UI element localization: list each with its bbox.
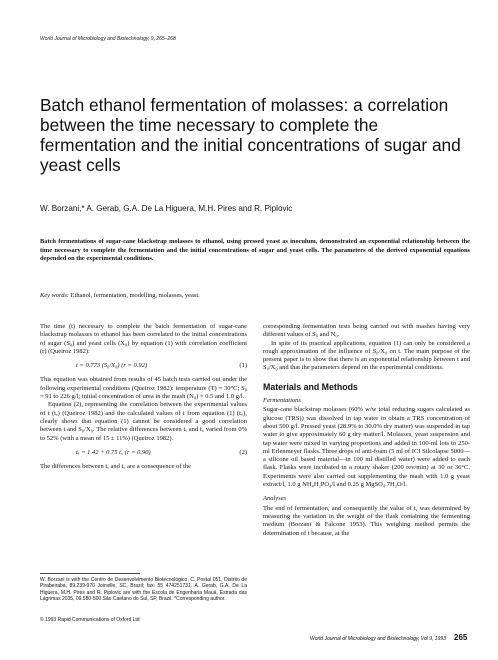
equation-expression: tₑ = 1.42 + 0.75 t꜀ (r = 0.90) xyxy=(76,448,151,456)
journal-header: World Journal of Microbiology and Biotechnology, 9, 265–268 xyxy=(40,36,176,42)
author-affiliation-footnote: W. Borzani is with the Centro de Desenvolvimento Biotecnológico, C. Postal 051, Distrito de Pirabeiraba, 89.239-970 Joinville, SC, Brazil; fax: 55 474251731. A. Gerab, G.A. De La Higuera, M.H. Pires and R. Piplovic are with the Escola de Engenharia Mauá, Estrada das Lágrimas 2035, 09.580-500 São Caetano do Sul, SP, Brazil. *Corresponding author. xyxy=(40,577,247,603)
footer-journal: World Journal of Microbiology and Biotechnology, Vol 9, 1993 xyxy=(310,636,446,642)
paragraph: In spite of its practical applications, equation (1) can only be considered a rough approximation of the influence of S₀/X₀ on t. The main purpose of the present paper is to show that there is an exponential relationship between t and S₀/X₀ and that the parameters depend on the experimental conditions. xyxy=(263,339,470,372)
abstract: Batch fermentations of sugar-cane blackstrap molasses to ethanol, using pressed yeast as inoculum, demonstrated an exponential relationship between the time necessary to complete the fermentation and the initial concentrations of sugar and yeast cells. The parameters of the derived exponential equations depended on the experimental conditions. xyxy=(40,238,470,262)
equation-expression: t = 0.773 (S₀/X₀) (r = 0.92) xyxy=(76,362,148,370)
subheading-fermentations: Fermentations xyxy=(263,397,301,405)
page-number: 265 xyxy=(454,633,468,642)
paragraph: Equation (2), representing the correlation between the experimental values of t (tₑ) (Queiroz 1982) and the calculated values of t from equation (1) (t꜀), clearly shows that equation (1) cannot be considered a good correlation between t and S₀/X₀. The relative differences between tₑ and t꜀ varied from 0% to 52% (with a mean of 15 ± 11%) (Queiroz 1982). xyxy=(40,401,247,442)
subheading-analyses: Analyses xyxy=(263,495,287,503)
keywords-text: Ethanol, fermentation, modelling, molasses, yeast. xyxy=(69,292,200,299)
equation-number: (1) xyxy=(239,362,247,370)
equation-number: (2) xyxy=(239,448,247,456)
paragraph: corresponding fermentation tests being carried out with mashes having very different values of S₀ and N₀. xyxy=(263,323,470,339)
paragraph: Sugar-cane blackstrap molasses (60% w/w total reducing sugars calculated as glucose (TRS)) was dissolved in tap water to obtain a TRS concentration of about 500 g/l. Pressed yeast (28.9% to 30.0% dry matter) was suspended in tap water to give approximately 60 g dry matter/l. Molasses, yeast suspension and tap water were mixed in varying proportions and added in 100-ml lots to 250-ml Erlenmeyer flasks. Three drops of anti-foam (5 ml of ICI Silcolapse 5000—a silicone oil based material—in 100 ml distilled water) were added to each flask. Flasks were incubated in a rotary shaker (200 rev/min) at 30 or 36°C. Experiments were also carried out supplementing the mash with 1.0 g yeast extract/l, 1.0 g NH₄H₂PO₄/l and 0.25 g MgSO₄.7H₂O/l. xyxy=(263,406,470,489)
author-list: W. Borzani,* A. Gerab, G.A. De La Higuera, M.H. Pires and R. Piplovic xyxy=(40,204,293,213)
equation-2 xyxy=(40,449,247,457)
copyright-notice: © 1993 Rapid Communications of Oxford Ltd xyxy=(40,617,140,623)
equation-1 xyxy=(40,362,247,370)
footnote-divider xyxy=(40,573,140,574)
right-column xyxy=(263,323,470,538)
keywords-label: Key words: xyxy=(40,292,70,299)
paragraph: The differences between tₑ and t꜀ are a consequence of the xyxy=(40,463,192,471)
section-heading: Materials and Methods xyxy=(263,381,358,392)
paragraph: The time (t) necessary to complete the batch fermentation of sugar-cane blackstrap molasses to ethanol has been correlated to the initial concentrations of sugar (S₀) and yeast cells (X₀) by equation (1) with correlation coefficient (r) (Queiroz 1982): xyxy=(40,323,247,355)
paragraph: The end of fermentation, and consequently the value of t, was determined by measuring the variation in the weight of the flask containing the fermenting medium (Borzani & Falcone 1953). This weighing method permits the determination of t because, at the xyxy=(263,504,470,537)
article-title: Batch ethanol fermentation of molasses: a correlation between the time necessary to complete the fermentation and the initial concentrations of sugar and yeast cells xyxy=(40,95,461,175)
paragraph: This equation was obtained from results of 45 batch tests carried out under the following experimental conditions (Queiroz 1982): temperature (T) = 30°C; S₀ = 91 to 226 g/l; initial concentration of urea in the mash (N₀) = 0.5 and 1.0 g/l. xyxy=(40,376,247,401)
left-column xyxy=(40,323,247,471)
keywords xyxy=(40,292,470,299)
